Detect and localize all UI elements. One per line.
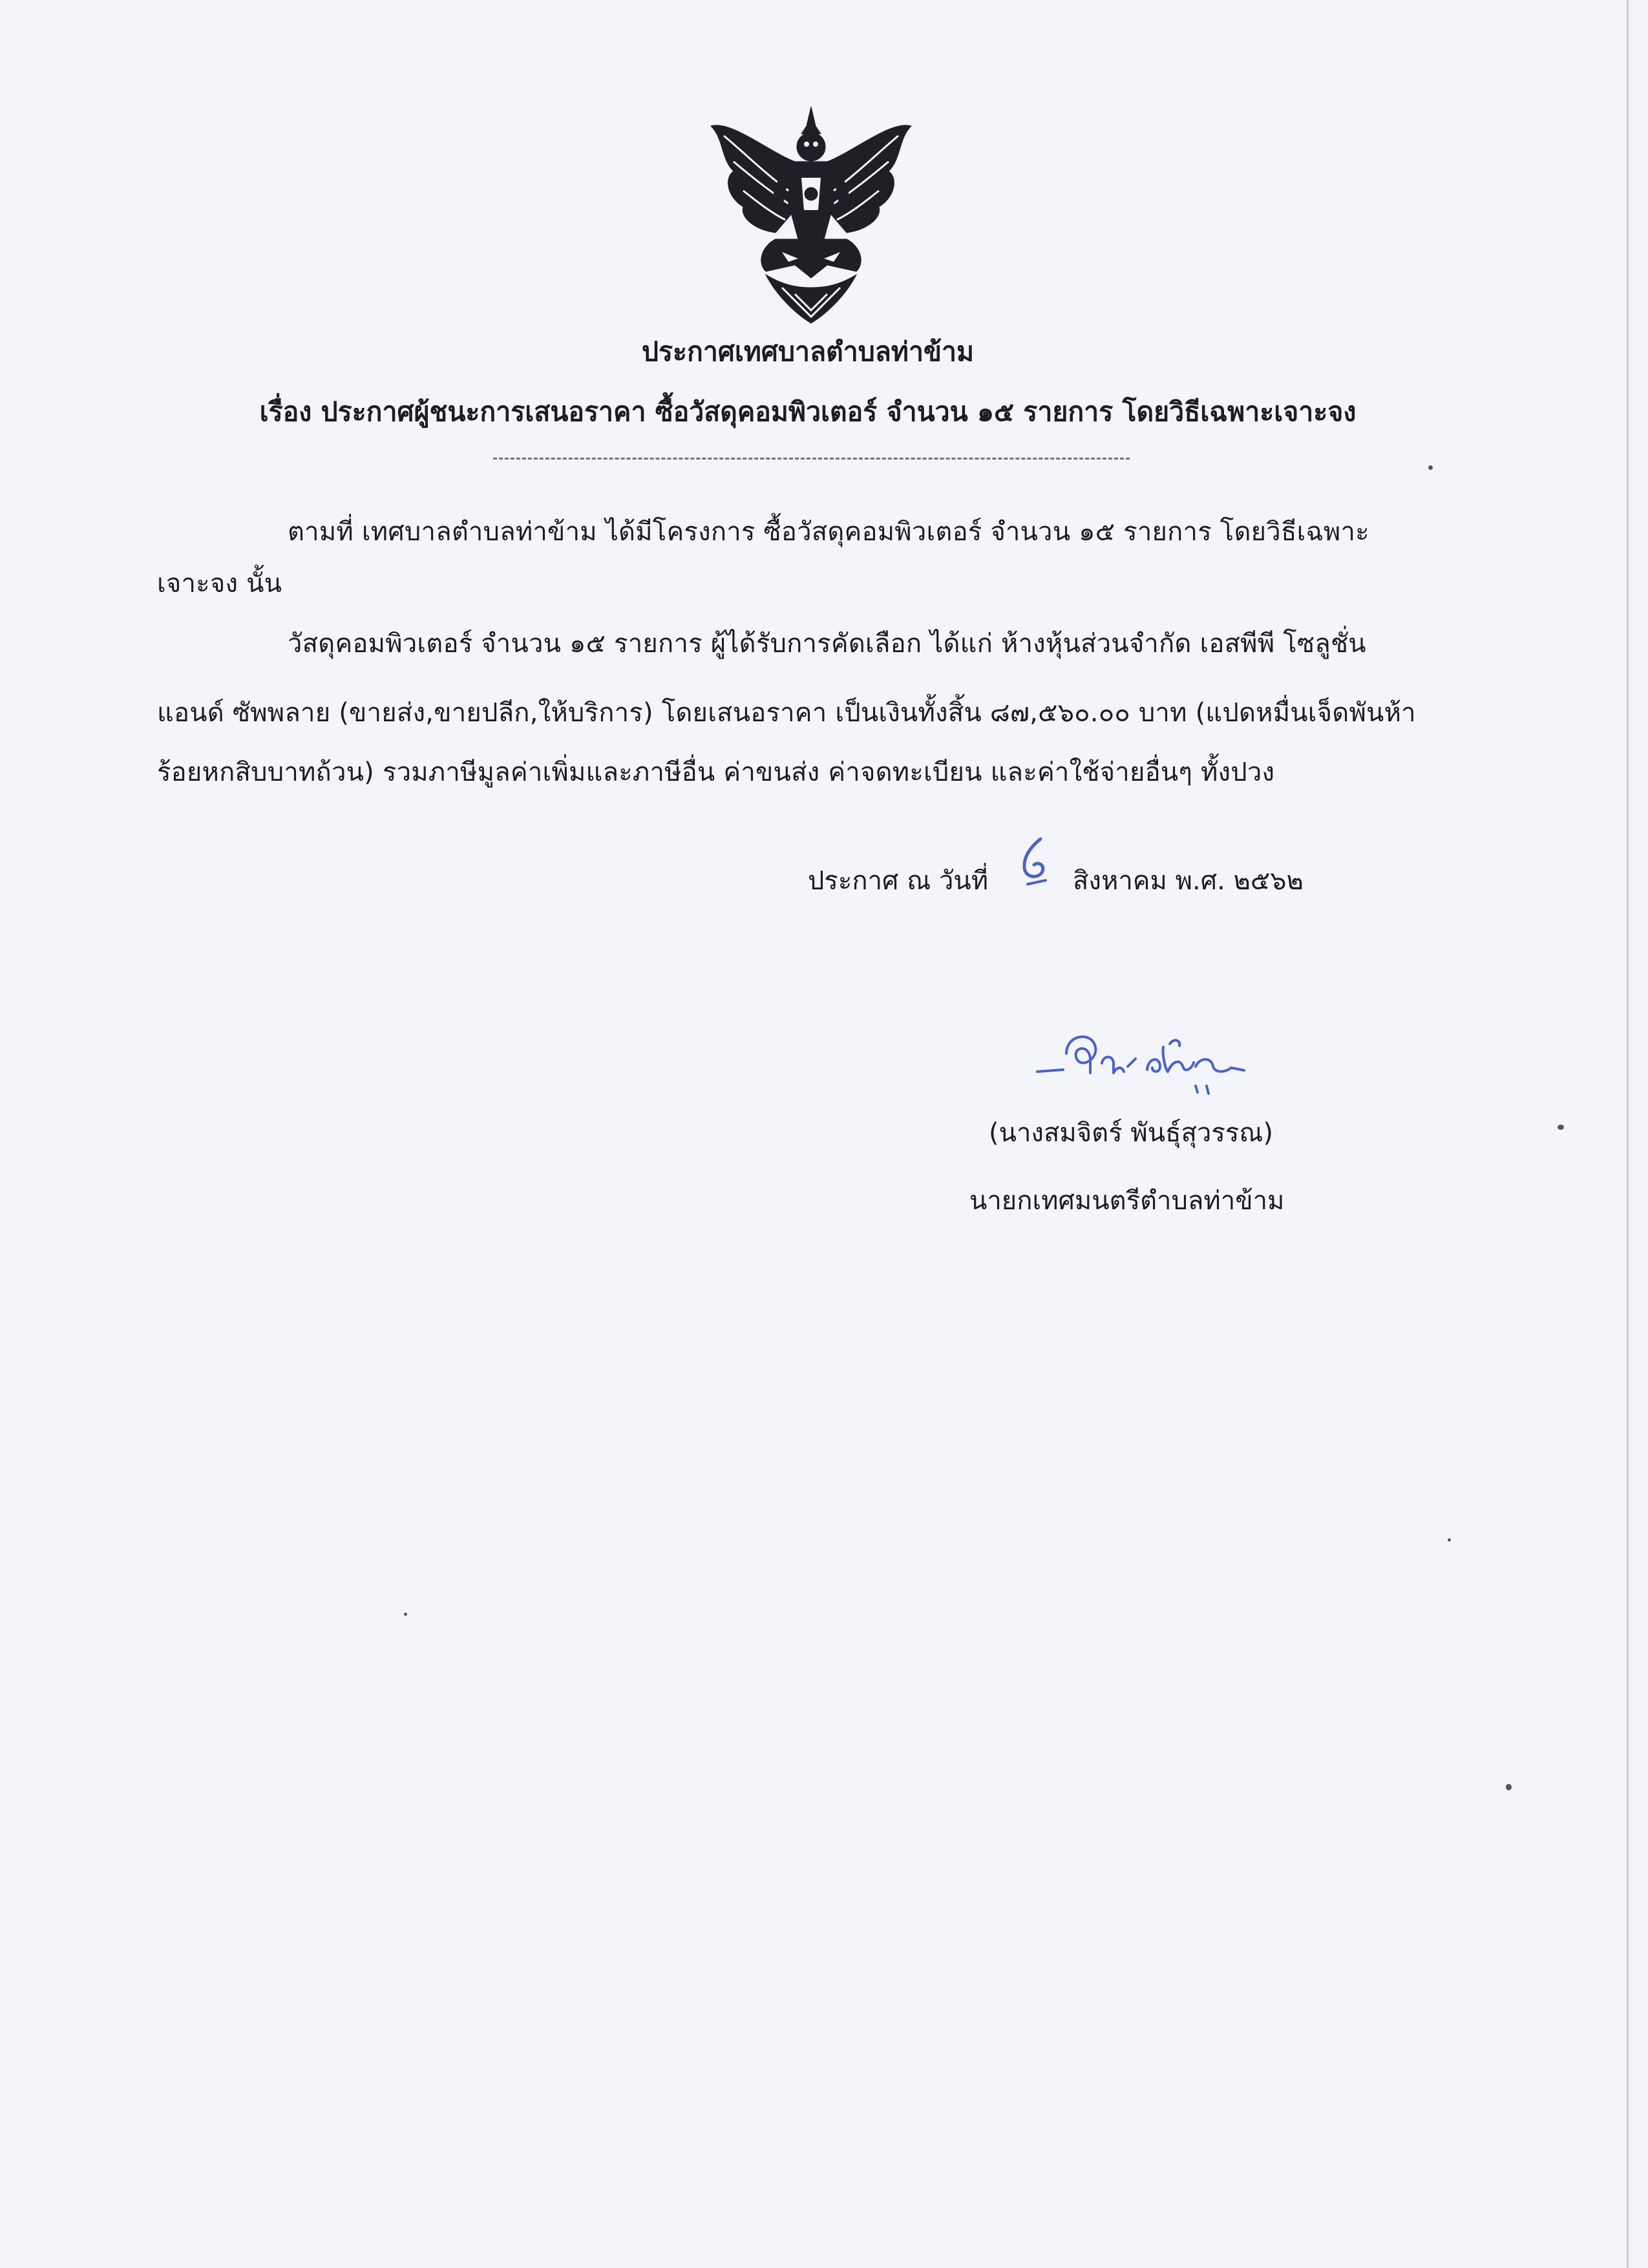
scan-edge	[1627, 0, 1629, 2268]
date-prefix: ประกาศ ณ วันที่	[808, 866, 989, 896]
paragraph1-line2: เจาะจง นั้น	[157, 569, 282, 599]
garuda-emblem-icon	[704, 100, 918, 330]
paragraph2-line3: ร้อยหกสิบบาทถ้วน) รวมภาษีมูลค่าเพิ่มและภาษีอื่น ค่าขนส่ง ค่าจดทะเบียน และค่าใช้จ่ายอื่นๆ ทั้งปวง	[157, 758, 1275, 787]
paragraph2-line2: แอนด์ ซัพพลาย (ขายส่ง,ขายปลีก,ให้บริการ) โดยเสนอราคา เป็นเงินทั้งสิ้น ๘๗,๕๖๐.๐๐ บาท (แปดหมื่นเจ็ดพันห้า	[157, 698, 1416, 728]
divider	[493, 458, 1130, 460]
scan-speck	[1558, 1125, 1564, 1130]
scan-speck	[1506, 1784, 1512, 1790]
scan-speck	[404, 1613, 407, 1616]
date-month-year: สิงหาคม พ.ศ. ๒๕๖๒	[1073, 866, 1304, 896]
document-subject: เรื่อง ประกาศผู้ชนะการเสนอราคา ซื้อวัสดุคอมพิวเตอร์ จำนวน ๑๕ รายการ โดยวิธีเฉพาะเจาะจง	[259, 396, 1357, 427]
paragraph2-line1: วัสดุคอมพิวเตอร์ จำนวน ๑๕ รายการ ผู้ได้รับการคัดเลือก ได้แก่ ห้างหุ้นส่วนจำกัด เอสพีพี โซลูชั่น	[288, 629, 1366, 659]
handwritten-signature	[1031, 1008, 1254, 1105]
scan-speck	[1448, 1538, 1451, 1542]
paragraph1-line1: ตามที่ เทศบาลตำบลท่าข้าม ได้มีโครงการ ซื้อวัสดุคอมพิวเตอร์ จำนวน ๑๕ รายการ โดยวิธีเฉพาะ	[288, 517, 1369, 547]
handwritten-day	[1015, 834, 1053, 892]
signatory-position: นายกเทศมนตรีตำบลท่าข้าม	[969, 1186, 1285, 1216]
scan-speck	[1428, 465, 1433, 470]
signatory-name: (นางสมจิตร์ พันธุ์สุวรรณ)	[989, 1118, 1274, 1148]
document-title: ประกาศเทศบาลตำบลท่าข้าม	[641, 336, 975, 367]
